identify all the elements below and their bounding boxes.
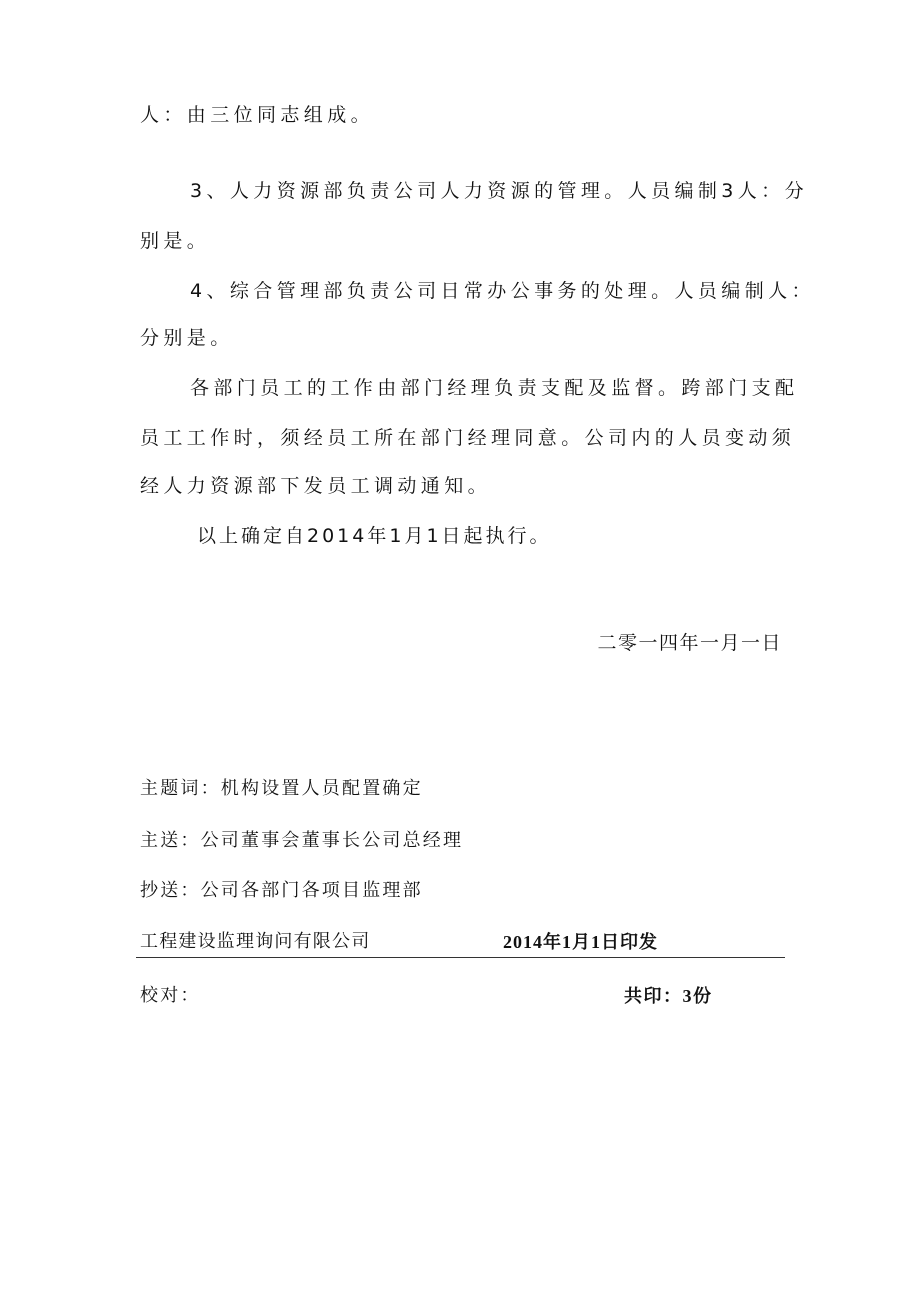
issue-date: 2014年1月1日印发 (503, 932, 658, 952)
effective-date-line: 以上确定自2014年1月1日起执行。 (197, 525, 552, 547)
paragraph-line-1: 各部门员工的工作由部门经理负责支配及监督。跨部门支配 (190, 377, 799, 399)
item-4-line-1: 4、综合管理部负责公司日常办公事务的处理。人员编制人： (190, 280, 815, 302)
footer-divider (136, 957, 785, 958)
body-line-1: 人：由三位同志组成。 (140, 104, 375, 126)
carbon-copy: 抄送：公司各部门各项目监理部 (140, 880, 423, 901)
subject-words: 主题词：机构设置人员配置确定 (140, 778, 423, 799)
item-4-line-2: 分别是。 (140, 327, 234, 349)
item-3-line-2: 别是。 (140, 230, 211, 252)
proofread-label: 校对： (140, 985, 201, 1006)
issuer-name: 工程建设监理询问有限公司 (140, 931, 371, 952)
signature-date: 二零一四年一月一日 (597, 632, 782, 654)
paragraph-line-2: 员工工作时，须经员工所在部门经理同意。公司内的人员变动须 (140, 427, 796, 449)
paragraph-line-3: 经人力资源部下发员工调动通知。 (140, 475, 492, 497)
item-3-line-1: 3、人力资源部负责公司人力资源的管理。人员编制3人：分 (190, 180, 808, 202)
copies-count: 共印：3份 (624, 986, 713, 1006)
send-to: 主送：公司董事会董事长公司总经理 (140, 830, 464, 851)
